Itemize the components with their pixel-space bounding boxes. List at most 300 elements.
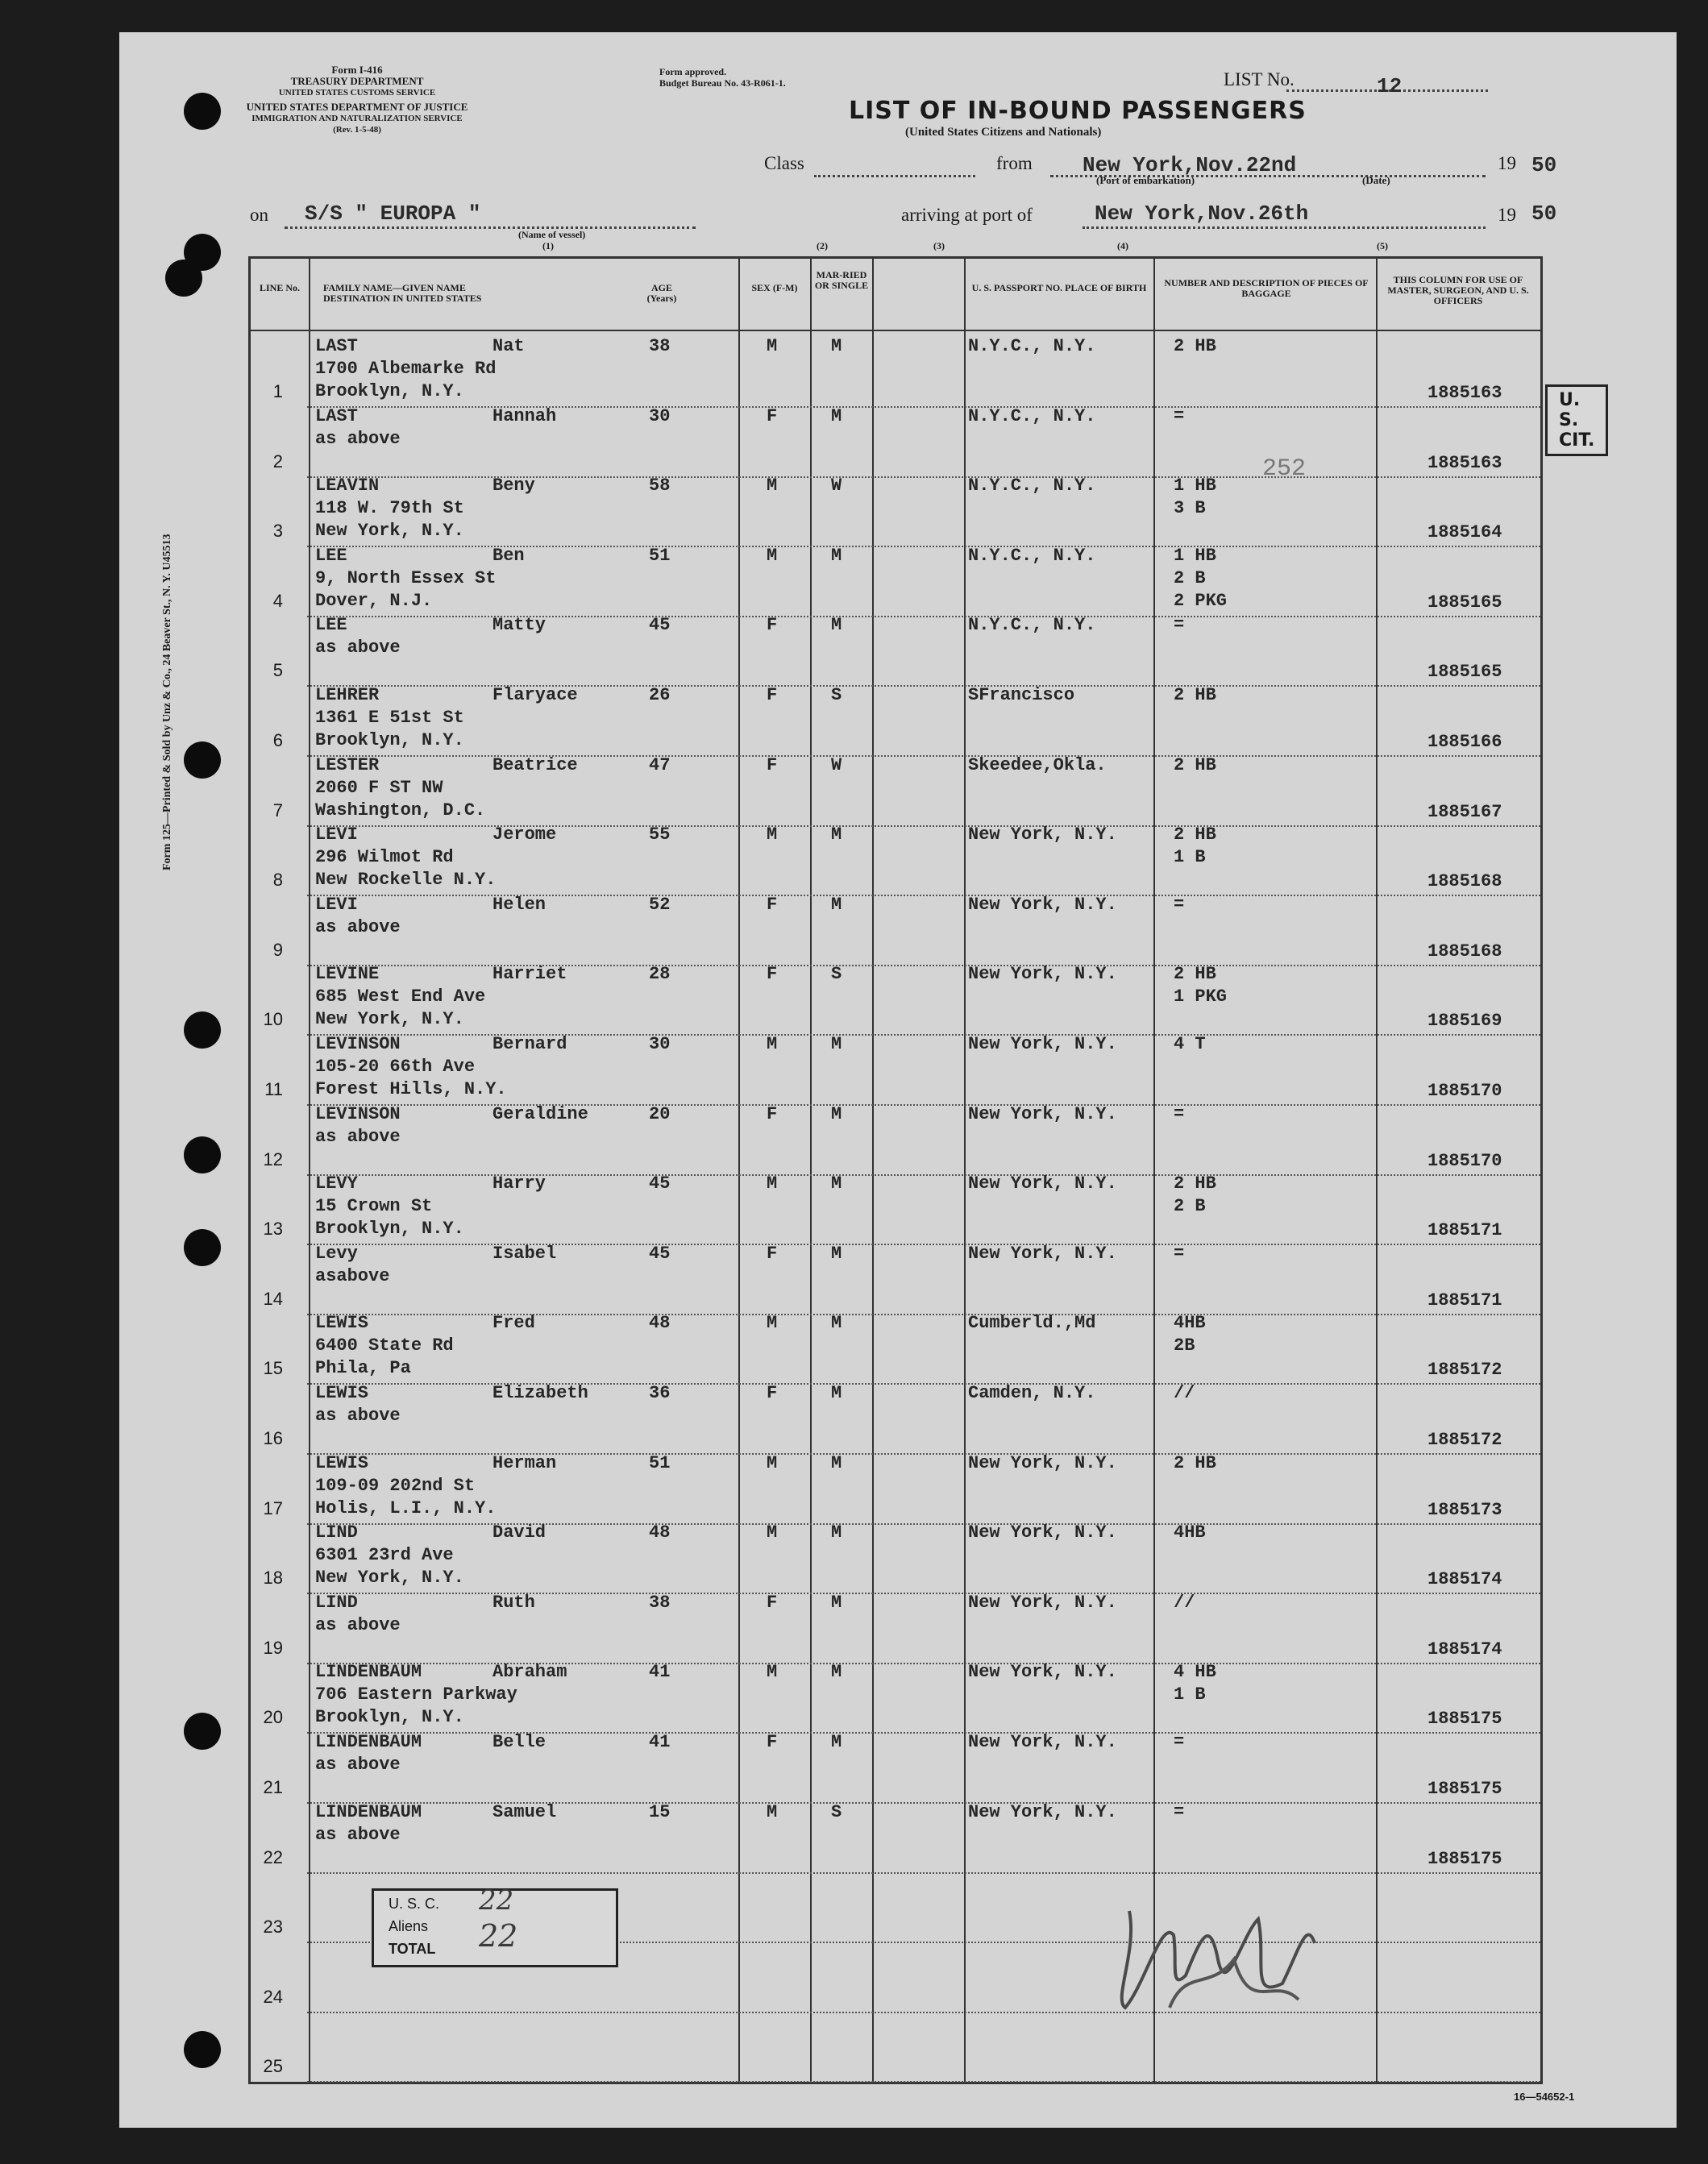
line-number: 10 <box>263 1009 283 1030</box>
arriving-line <box>1083 226 1486 229</box>
approval-note: Form approved. Budget Bureau No. 43-R061-1. <box>659 66 786 89</box>
cell-age: 47 <box>649 754 671 775</box>
col-header-name: FAMILY NAME—GIVEN NAME DESTINATION IN UNITED STATES <box>323 282 482 304</box>
cell-addr1: 685 West End Ave <box>315 986 486 1007</box>
class-line <box>814 174 975 177</box>
cell-addr2: Washington, D.C. <box>315 800 486 820</box>
from-label: from <box>996 153 1033 173</box>
cell-bag1: 1 HB <box>1174 545 1216 566</box>
cell-given: Harriet <box>492 964 567 985</box>
cell-last: LEWIS <box>315 1383 369 1403</box>
cell-bag1: 2 HB <box>1174 336 1216 356</box>
cell-age: 15 <box>649 1801 671 1822</box>
cell-birth: New York, N.Y. <box>968 964 1117 985</box>
cell-birth: New York, N.Y. <box>968 1243 1117 1264</box>
cell-num: 1885168 <box>1427 871 1502 892</box>
cell-last: Levy <box>315 1243 358 1264</box>
binder-hole <box>184 1011 221 1049</box>
cell-bag1: 4 T <box>1174 1034 1206 1054</box>
cell-last: LEWIS <box>315 1452 369 1473</box>
cell-ms: S <box>831 1801 842 1822</box>
cell-ms: M <box>831 824 842 845</box>
signature-scribble <box>1097 1887 1339 2048</box>
cell-addr2: New Rockelle N.Y. <box>315 870 497 891</box>
cell-bag2: 1 B <box>1174 1684 1206 1705</box>
cell-birth: SFrancisco <box>968 685 1075 705</box>
cell-sex: M <box>767 1313 778 1334</box>
cell-num: 1885170 <box>1427 1150 1502 1171</box>
line-number: 9 <box>272 939 283 960</box>
cell-addr1: 6400 State Rd <box>315 1335 454 1356</box>
cell-addr2: Phila, Pa <box>315 1358 411 1379</box>
cell-age: 30 <box>649 1034 671 1054</box>
cell-birth: Skeedee,Okla. <box>968 754 1107 775</box>
us-cit-stamp: U. S. CIT. <box>1545 384 1608 456</box>
col3-caption: (3) <box>933 240 945 251</box>
cell-sex: F <box>767 894 778 915</box>
aliens-label: Aliens <box>389 1918 429 1934</box>
arriving-label: arriving at port of <box>901 205 1033 225</box>
line-number: 4 <box>272 590 283 611</box>
cell-num: 1885163 <box>1427 452 1502 473</box>
cell-addr1: 9, North Essex St <box>315 567 497 588</box>
cell-age: 41 <box>649 1732 671 1752</box>
cell-sex: F <box>767 1383 778 1403</box>
cell-addr1: as above <box>315 1824 401 1845</box>
cell-bag1: 2 HB <box>1174 824 1216 845</box>
cell-bag1: = <box>1174 1732 1185 1752</box>
cell-age: 58 <box>649 476 671 496</box>
col-header-baggage: NUMBER AND DESCRIPTION OF PIECES OF BAGGAGE <box>1164 277 1369 299</box>
cell-addr1: 6301 23rd Ave <box>315 1545 454 1566</box>
year-prefix-arr: 19 <box>1498 205 1516 225</box>
cell-last: LEVI <box>315 824 358 845</box>
cell-addr2: New York, N.Y. <box>315 1009 464 1030</box>
col-header-officers: THIS COLUMN FOR USE OF MASTER, SURGEON, AND U. S. OFFICERS <box>1387 274 1529 306</box>
line-number: 24 <box>263 1986 283 2007</box>
cell-bag2: 2B <box>1174 1335 1195 1356</box>
cell-given: David <box>492 1522 546 1543</box>
cell-age: 38 <box>649 336 671 356</box>
cell-num: 1885173 <box>1427 1499 1502 1520</box>
vessel-caption: (Name of vessel) <box>518 229 586 240</box>
cell-last: LEE <box>315 615 347 636</box>
cell-sex: F <box>767 615 778 636</box>
cell-given: Flaryace <box>492 685 578 705</box>
line-number: 22 <box>263 1846 283 1867</box>
year-arr: 50 <box>1531 201 1557 226</box>
cell-bag1: 1 HB <box>1174 476 1216 496</box>
cell-num: 1885167 <box>1427 801 1502 822</box>
total-label: TOTAL <box>389 1941 436 1957</box>
cell-given: Ben <box>492 545 525 566</box>
cell-sex: M <box>767 1662 778 1683</box>
cell-last: LEE <box>315 545 347 566</box>
cell-last: LEHRER <box>315 685 380 705</box>
page-title: LIST OF IN-BOUND PASSENGERS <box>849 97 1307 125</box>
cell-sex: F <box>767 1103 778 1124</box>
col-header-line: LINE No. <box>259 282 300 293</box>
cell-bag1: 4 HB <box>1174 1662 1216 1683</box>
cell-bag1: = <box>1174 1103 1185 1124</box>
binder-hole <box>184 2031 221 2068</box>
cell-sex: M <box>767 476 778 496</box>
col-header-married: MAR-RIED OR SINGLE <box>814 269 869 291</box>
cell-bag3: 2 PKG <box>1174 590 1228 611</box>
cell-ms: S <box>831 685 842 705</box>
cell-birth: Cumberld.,Md <box>968 1313 1096 1334</box>
cell-bag1: = <box>1174 1243 1185 1264</box>
year-prefix-from: 19 <box>1498 153 1516 173</box>
form-block: Form I-416 TREASURY DEPARTMENT UNITED STATES CUSTOMS SERVICE UNITED STATES DEPARTMENT OF JUSTICE IMMIGRATION AND NATURALIZATION SERVICE (Rev. 1-5-48) <box>246 64 468 135</box>
col-header-passport: U. S. PASSPORT NO. PLACE OF BIRTH <box>971 282 1147 293</box>
cell-ms: M <box>831 1383 842 1403</box>
cell-sex: M <box>767 336 778 356</box>
cell-last: LIND <box>315 1522 358 1543</box>
list-no-label: LIST No. <box>1224 69 1295 89</box>
col2-caption: (2) <box>817 240 828 251</box>
line-number: 12 <box>263 1148 283 1169</box>
date-caption: (Date) <box>1362 174 1390 186</box>
line-number: 5 <box>272 660 283 681</box>
cell-addr1: asabove <box>315 1265 390 1286</box>
cell-birth: N.Y.C., N.Y. <box>968 545 1096 566</box>
usc-value: 22 <box>479 1884 514 1917</box>
cell-addr1: as above <box>315 916 401 937</box>
cell-age: 20 <box>649 1103 671 1124</box>
col1-caption: (1) <box>542 240 554 251</box>
line-number: 15 <box>263 1358 283 1379</box>
cell-birth: New York, N.Y. <box>968 1732 1117 1752</box>
cell-age: 51 <box>649 1452 671 1473</box>
cell-bag1: 2 HB <box>1174 1452 1216 1473</box>
cell-addr1: as above <box>315 1614 401 1635</box>
cell-num: 1885175 <box>1427 1848 1502 1869</box>
cell-given: Fred <box>492 1313 535 1334</box>
side-print: Form 125—Printed & Sold by Unz & Co., 24 Beaver St., N. Y. U45513 <box>161 534 173 870</box>
cell-age: 36 <box>649 1383 671 1403</box>
cell-bag1: 4HB <box>1174 1522 1206 1543</box>
cell-last: LEVINE <box>315 964 380 985</box>
cell-num: 1885175 <box>1427 1709 1502 1730</box>
cell-ms: M <box>831 1313 842 1334</box>
cell-age: 51 <box>649 545 671 566</box>
cell-ms: M <box>831 545 842 566</box>
cell-ms: M <box>831 1103 842 1124</box>
line-number: 8 <box>272 870 283 891</box>
cell-num: 1885170 <box>1427 1081 1502 1101</box>
cell-addr1: 1700 Albemarke Rd <box>315 359 497 379</box>
cell-last: LINDENBAUM <box>315 1801 422 1822</box>
year-from: 50 <box>1531 153 1557 177</box>
cell-bag1: 2 HB <box>1174 1173 1216 1194</box>
cell-ms: S <box>831 964 842 985</box>
cell-num: 1885172 <box>1427 1360 1502 1381</box>
cell-birth: N.Y.C., N.Y. <box>968 476 1096 496</box>
cell-sex: F <box>767 1592 778 1613</box>
cell-age: 41 <box>649 1662 671 1683</box>
cell-addr2: Brooklyn, N.Y. <box>315 730 464 750</box>
cell-bag1: = <box>1174 1801 1185 1822</box>
cell-given: Beny <box>492 476 535 496</box>
cell-birth: New York, N.Y. <box>968 1452 1117 1473</box>
cell-bag2: 2 B <box>1174 1196 1206 1217</box>
line-number: 19 <box>263 1637 283 1658</box>
cell-sex: F <box>767 405 778 426</box>
cell-last: LEVI <box>315 894 358 915</box>
cell-last: LESTER <box>315 754 380 775</box>
cell-birth: New York, N.Y. <box>968 1034 1117 1054</box>
line-number: 11 <box>264 1079 283 1099</box>
line-number: 17 <box>263 1497 283 1518</box>
cell-num: 1885175 <box>1427 1779 1502 1799</box>
cell-ms: M <box>831 1034 842 1054</box>
cell-given: Hannah <box>492 405 557 426</box>
cell-birth: New York, N.Y. <box>968 1592 1117 1613</box>
cell-last: LIND <box>315 1592 358 1613</box>
binder-hole <box>165 260 202 297</box>
arriving-value: New York,Nov.26th <box>1095 201 1309 226</box>
cell-bag1: // <box>1174 1592 1195 1613</box>
line-number: 16 <box>263 1428 283 1448</box>
cell-num: 1885165 <box>1427 662 1502 683</box>
cell-addr1: 105-20 66th Ave <box>315 1057 476 1077</box>
on-label: on <box>250 205 268 225</box>
cell-ms: M <box>831 1173 842 1194</box>
passenger-table <box>248 256 1595 2084</box>
cell-given: Matty <box>492 615 546 636</box>
cell-sex: F <box>767 964 778 985</box>
cell-addr1: 2060 F ST NW <box>315 777 443 798</box>
cell-bag1: 2 HB <box>1174 964 1216 985</box>
cell-addr1: 109-09 202nd St <box>315 1475 476 1496</box>
cell-ms: M <box>831 1452 842 1473</box>
col5-caption: (5) <box>1377 240 1388 251</box>
cell-num: 1885174 <box>1427 1569 1502 1590</box>
vessel-name: S/S " EUROPA " <box>305 201 481 226</box>
cell-num: 1885174 <box>1427 1639 1502 1659</box>
cell-bag2: 1 B <box>1174 847 1206 868</box>
line-number: 7 <box>272 800 283 820</box>
cell-bag1: // <box>1174 1383 1195 1403</box>
cell-ms: M <box>831 1243 842 1264</box>
col4-caption: (4) <box>1117 240 1128 251</box>
col-header-age: AGE (Years) <box>646 282 677 304</box>
cell-given: Geraldine <box>492 1103 588 1124</box>
cell-last: LEVINSON <box>315 1103 401 1124</box>
usc-label: U. S. C. <box>389 1896 440 1912</box>
cell-sex: M <box>767 1173 778 1194</box>
cell-given: Samuel <box>492 1801 557 1822</box>
line-number: 23 <box>263 1917 283 1938</box>
cell-birth: Camden, N.Y. <box>968 1383 1096 1403</box>
binder-hole <box>184 1713 221 1750</box>
line-number: 1 <box>272 381 283 401</box>
line-number: 25 <box>263 2056 283 2077</box>
footer-code: 16—54652-1 <box>1514 2091 1575 2103</box>
page-subtitle: (United States Citizens and Nationals) <box>905 126 1102 139</box>
cell-bag1: 2 HB <box>1174 685 1216 705</box>
cell-birth: New York, N.Y. <box>968 1662 1117 1683</box>
cell-sex: M <box>767 1801 778 1822</box>
cell-given: Belle <box>492 1732 546 1752</box>
cell-addr1: as above <box>315 1755 401 1775</box>
cell-age: 48 <box>649 1313 671 1334</box>
cell-num: 1885166 <box>1427 732 1502 752</box>
cell-ms: M <box>831 405 842 426</box>
cell-addr2: Brooklyn, N.Y. <box>315 1219 464 1240</box>
cell-age: 30 <box>649 405 671 426</box>
cell-age: 45 <box>649 615 671 636</box>
cell-birth: N.Y.C., N.Y. <box>968 336 1096 356</box>
cell-given: Elizabeth <box>492 1383 588 1403</box>
cell-age: 45 <box>649 1173 671 1194</box>
cell-num: 1885163 <box>1427 383 1502 403</box>
cell-last: LEVY <box>315 1173 358 1194</box>
cell-ms: M <box>831 894 842 915</box>
cell-bag1: = <box>1174 615 1185 636</box>
cell-ms: M <box>831 1592 842 1613</box>
cell-birth: New York, N.Y. <box>968 1103 1117 1124</box>
binder-hole <box>184 93 221 130</box>
line-number: 21 <box>263 1777 283 1797</box>
cell-age: 45 <box>649 1243 671 1264</box>
cell-bag1: = <box>1174 894 1185 915</box>
cell-bag2: 2 B <box>1174 567 1206 588</box>
cell-ms: W <box>831 754 842 775</box>
cell-birth: New York, N.Y. <box>968 1173 1117 1194</box>
cell-ms: M <box>831 336 842 356</box>
cell-birth: New York, N.Y. <box>968 1801 1117 1822</box>
col-header-sex: SEX (F-M) <box>751 282 798 293</box>
cell-given: Bernard <box>492 1034 567 1054</box>
cell-age: 55 <box>649 824 671 845</box>
cell-given: Beatrice <box>492 754 578 775</box>
cell-bag2: 3 B <box>1174 498 1206 519</box>
cell-given: Nat <box>492 336 525 356</box>
line-number: 14 <box>263 1288 283 1309</box>
cell-ms: M <box>831 1662 842 1683</box>
cell-given: Helen <box>492 894 546 915</box>
list-no-value: 12 <box>1377 74 1403 98</box>
cell-num: 1885171 <box>1427 1220 1502 1241</box>
cell-age: 26 <box>649 685 671 705</box>
cell-given: Abraham <box>492 1662 567 1683</box>
cell-addr1: as above <box>315 638 401 658</box>
cell-birth: New York, N.Y. <box>968 894 1117 915</box>
cell-sex: M <box>767 545 778 566</box>
cell-addr2: Dover, N.J. <box>315 590 433 611</box>
cell-last: LEVINSON <box>315 1034 401 1054</box>
cell-sex: M <box>767 1034 778 1054</box>
cell-sex: M <box>767 824 778 845</box>
cell-given: Jerome <box>492 824 557 845</box>
cell-addr2: New York, N.Y. <box>315 521 464 542</box>
cell-addr1: as above <box>315 428 401 449</box>
cell-age: 48 <box>649 1522 671 1543</box>
cell-birth: N.Y.C., N.Y. <box>968 615 1096 636</box>
binder-hole <box>184 1136 221 1173</box>
cell-last: LEWIS <box>315 1313 369 1334</box>
cell-ms: M <box>831 615 842 636</box>
cell-num: 1885172 <box>1427 1430 1502 1450</box>
note-252: 252 <box>1262 455 1307 483</box>
totals-box <box>372 1884 618 1967</box>
line-number: 18 <box>263 1568 283 1589</box>
cell-sex: M <box>767 1452 778 1473</box>
line-number: 2 <box>272 451 283 471</box>
cell-sex: M <box>767 1522 778 1543</box>
cell-addr1: 118 W. 79th St <box>315 498 464 519</box>
manifest-sheet <box>119 32 1677 2128</box>
cell-age: 52 <box>649 894 671 915</box>
cell-num: 1885165 <box>1427 592 1502 613</box>
cell-addr1: as above <box>315 1126 401 1147</box>
line-number: 3 <box>272 521 283 542</box>
cell-bag1: 2 HB <box>1174 754 1216 775</box>
cell-bag2: 1 PKG <box>1174 986 1228 1007</box>
cell-addr1: 296 Wilmot Rd <box>315 847 454 868</box>
cell-given: Ruth <box>492 1592 535 1613</box>
class-label: Class <box>764 153 804 173</box>
cell-num: 1885168 <box>1427 941 1502 962</box>
cell-birth: N.Y.C., N.Y. <box>968 405 1096 426</box>
cell-age: 38 <box>649 1592 671 1613</box>
cell-sex: F <box>767 685 778 705</box>
cell-ms: W <box>831 476 842 496</box>
cell-sex: F <box>767 1243 778 1264</box>
cell-sex: F <box>767 754 778 775</box>
from-value: New York,Nov.22nd <box>1083 153 1297 177</box>
cell-addr1: 1361 E 51st St <box>315 708 464 728</box>
total-value: 22 <box>479 1918 518 1954</box>
cell-last: LAST <box>315 405 358 426</box>
cell-num: 1885169 <box>1427 1011 1502 1032</box>
cell-addr2: New York, N.Y. <box>315 1568 464 1589</box>
cell-addr1: 15 Crown St <box>315 1196 433 1217</box>
cell-age: 28 <box>649 964 671 985</box>
cell-last: LINDENBAUM <box>315 1732 422 1752</box>
cell-birth: New York, N.Y. <box>968 1522 1117 1543</box>
cell-given: Isabel <box>492 1243 557 1264</box>
cell-addr1: as above <box>315 1406 401 1426</box>
cell-addr2: Holis, L.I., N.Y. <box>315 1497 497 1518</box>
cell-sex: F <box>767 1732 778 1752</box>
cell-addr2: Brooklyn, N.Y. <box>315 1707 464 1728</box>
cell-num: 1885164 <box>1427 522 1502 543</box>
cell-last: LINDENBAUM <box>315 1662 422 1683</box>
cell-last: LEAVIN <box>315 476 380 496</box>
port-caption: (Port of embarkation) <box>1096 174 1195 186</box>
cell-bag1: = <box>1174 405 1185 426</box>
cell-num: 1885171 <box>1427 1290 1502 1310</box>
cell-bag1: 4HB <box>1174 1313 1206 1334</box>
line-number: 6 <box>272 730 283 750</box>
binder-hole <box>184 741 221 779</box>
cell-given: Harry <box>492 1173 546 1194</box>
cell-last: LAST <box>315 336 358 356</box>
line-number: 20 <box>263 1707 283 1728</box>
vessel-line <box>285 226 696 229</box>
cell-ms: M <box>831 1732 842 1752</box>
cell-given: Herman <box>492 1452 557 1473</box>
cell-birth: New York, N.Y. <box>968 824 1117 845</box>
binder-hole <box>184 1229 221 1266</box>
cell-addr2: Forest Hills, N.Y. <box>315 1079 507 1099</box>
line-number: 13 <box>263 1219 283 1240</box>
cell-ms: M <box>831 1522 842 1543</box>
cell-addr1: 706 Eastern Parkway <box>315 1684 517 1705</box>
